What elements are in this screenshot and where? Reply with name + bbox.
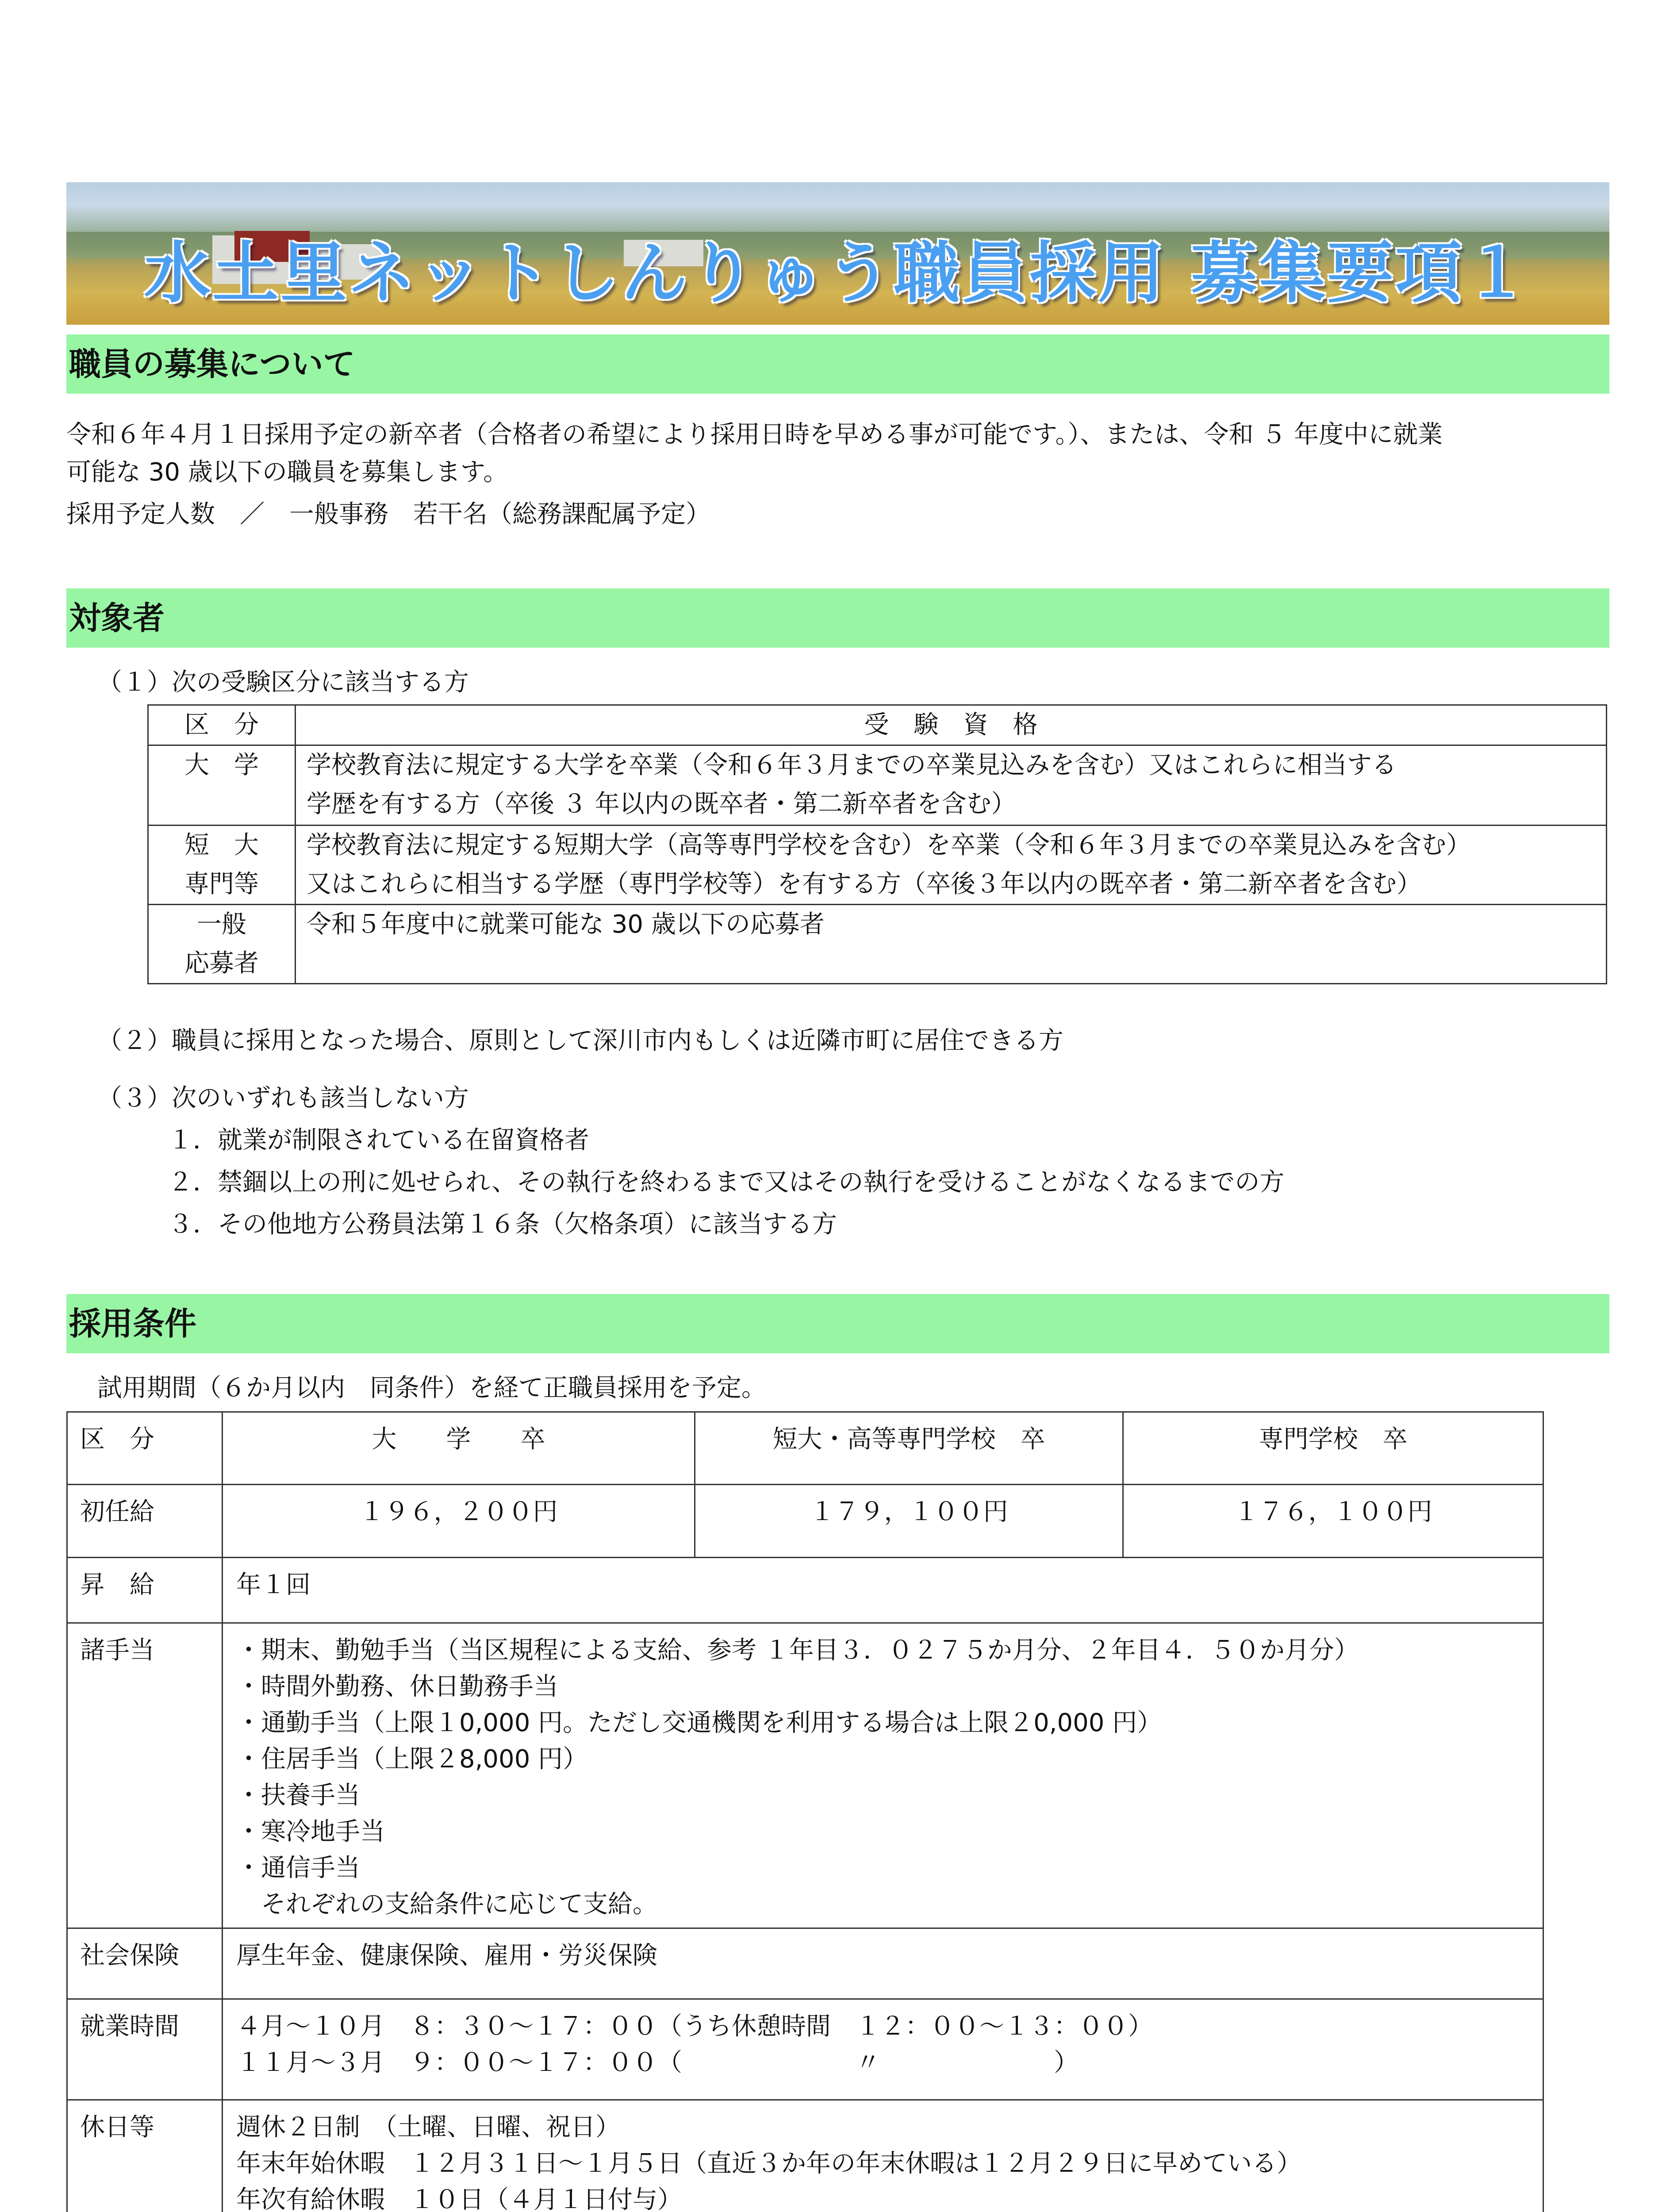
- hours-label: 就業時間: [67, 1999, 223, 2100]
- holiday-item: 年次有給休暇 １０日（４月１日付与）: [236, 2185, 682, 2212]
- recruitment-quota: 採用予定人数 ／ 一般事務 若干名（総務課配属予定）: [66, 500, 710, 529]
- section-heading-eligibility: 対象者: [66, 588, 1609, 648]
- header-category: 区 分: [67, 1412, 223, 1485]
- raise-value: 年１回: [223, 1558, 1543, 1623]
- eligibility-table: [147, 704, 1607, 984]
- qualification-text: 又はこれらに相当する学歴（専門学校等）を有する方（卒後３年以内の既卒者・第二新卒者を含む）: [307, 870, 1421, 899]
- allowance-item: ・期末、勤勉手当（当区規程による支給、参考 １年目３．０２７５か月分、２年目４．５０か月分）: [236, 1636, 1359, 1665]
- allowance-item: ・通信手当: [236, 1854, 360, 1882]
- raise-label: 昇 給: [67, 1558, 223, 1623]
- hours-line: １１月～３月 ９：００～１７：００（ 〃 ）: [236, 2048, 1079, 2077]
- category-label: 応募者: [184, 949, 259, 978]
- category-label: 大 学: [184, 751, 259, 780]
- eligibility-item-1: （１）次の受験区分に該当する方: [97, 668, 469, 697]
- qualification-text: 学校教育法に規定する短期大学（高等専門学校を含む）を卒業（令和６年３月までの卒業見込みを含む）: [307, 831, 1471, 860]
- category-label: 短 大: [184, 831, 259, 860]
- salary-label: 初任給: [67, 1485, 223, 1558]
- eligibility-item-3: （３）次のいずれも該当しない方: [97, 1084, 469, 1113]
- holiday-list: [223, 2100, 1543, 2212]
- insurance-row: [67, 1928, 1543, 1999]
- header-junior-college: 短大・高等専門学校 卒: [695, 1412, 1123, 1485]
- hours-value: [223, 1999, 1543, 2100]
- qualification-text: 学歴を有する方（卒後 ３ 年以内の既卒者・第二新卒者を含む）: [307, 790, 1016, 818]
- disqualification-3: ３．その他地方公務員法第１６条（欠格条項）に該当する方: [168, 1210, 837, 1239]
- category-label: 一般: [197, 910, 246, 939]
- salary-row: [67, 1485, 1543, 1558]
- salary-university: １９６，２００円: [223, 1485, 695, 1558]
- page-title: 水土里ネットしんりゅう職員採用 募集要項１: [144, 235, 1532, 312]
- table-header-row: [67, 1412, 1543, 1485]
- header-banner: [66, 182, 1609, 325]
- allowance-row: [67, 1623, 1543, 1928]
- category-label: 専門等: [184, 870, 259, 899]
- allowance-item: ・住居手当（上限２8,000 円）: [236, 1745, 588, 1774]
- header-category: 区 分: [148, 705, 296, 745]
- eligibility-item-2: （２）職員に採用となった場合、原則として深川市内もしくは近隣市町に居住できる方: [97, 1026, 1063, 1055]
- qualification-text: 令和５年度中に就業可能な 30 歳以下の応募者: [307, 910, 825, 939]
- allowance-item: ・通勤手当（上限１0,000 円。ただし交通機関を利用する場合は上限２0,000 円）: [236, 1709, 1162, 1737]
- allowance-list: [223, 1623, 1543, 1928]
- allowance-item: ・時間外勤務、休日勤務手当: [236, 1672, 558, 1701]
- holiday-row: [67, 2100, 1543, 2212]
- recruitment-text-line2: 可能な 30 歳以下の職員を募集します。: [66, 458, 508, 487]
- table-row: [148, 826, 1607, 905]
- salary-vocational: １７６，１００円: [1123, 1485, 1543, 1558]
- allowance-item: ・扶養手当: [236, 1781, 360, 1810]
- conditions-table: [66, 1411, 1544, 2212]
- hours-line: ４月～１０月 ８：３０～１７：００（うち休憩時間 １２：００～１３：００）: [236, 2012, 1153, 2041]
- disqualification-1: １．就業が制限されている在留資格者: [168, 1126, 589, 1155]
- insurance-label: 社会保険: [67, 1928, 223, 1999]
- header-vocational: 専門学校 卒: [1123, 1412, 1543, 1485]
- section-heading-recruitment: 職員の募集について: [66, 334, 1609, 394]
- salary-junior-college: １７９，１００円: [695, 1485, 1123, 1558]
- qualification-text: 学校教育法に規定する大学を卒業（令和６年３月までの卒業見込みを含む）又はこれらに相当する: [307, 751, 1397, 780]
- header-university: 大 学 卒: [223, 1412, 695, 1485]
- holiday-item: 週休２日制 （土曜、日曜、祝日）: [236, 2113, 620, 2142]
- allowance-label: 諸手当: [67, 1623, 223, 1928]
- probation-note: 試用期間（６か月以内 同条件）を経て正職員採用を予定。: [97, 1374, 766, 1402]
- table-row: [148, 745, 1607, 826]
- hours-row: [67, 1999, 1543, 2100]
- raise-row: [67, 1558, 1543, 1623]
- disqualification-2: ２．禁錮以上の刑に処せられ、その執行を終わるまで又はその執行を受けることがなくなるまでの方: [168, 1168, 1285, 1197]
- insurance-value: 厚生年金、健康保険、雇用・労災保険: [223, 1928, 1543, 1999]
- table-header-row: [148, 705, 1607, 745]
- recruitment-text-line1: 令和６年４月１日採用予定の新卒者（合格者の希望により採用日時を早める事が可能です。）、または、令和 ５ 年度中に就業: [66, 420, 1443, 449]
- allowance-item: ・寒冷地手当: [236, 1817, 385, 1846]
- section-heading-conditions: 採用条件: [66, 1294, 1609, 1353]
- table-row: [148, 905, 1607, 984]
- header-qualification: 受 験 資 格: [296, 705, 1607, 745]
- allowance-item: それぞれの支給条件に応じて支給。: [236, 1890, 657, 1919]
- holiday-item: 年末年始休暇 １２月３１日～１月５日（直近３か年の年末休暇は１２月２９日に早めている）: [236, 2149, 1301, 2178]
- holiday-label: 休日等: [67, 2100, 223, 2212]
